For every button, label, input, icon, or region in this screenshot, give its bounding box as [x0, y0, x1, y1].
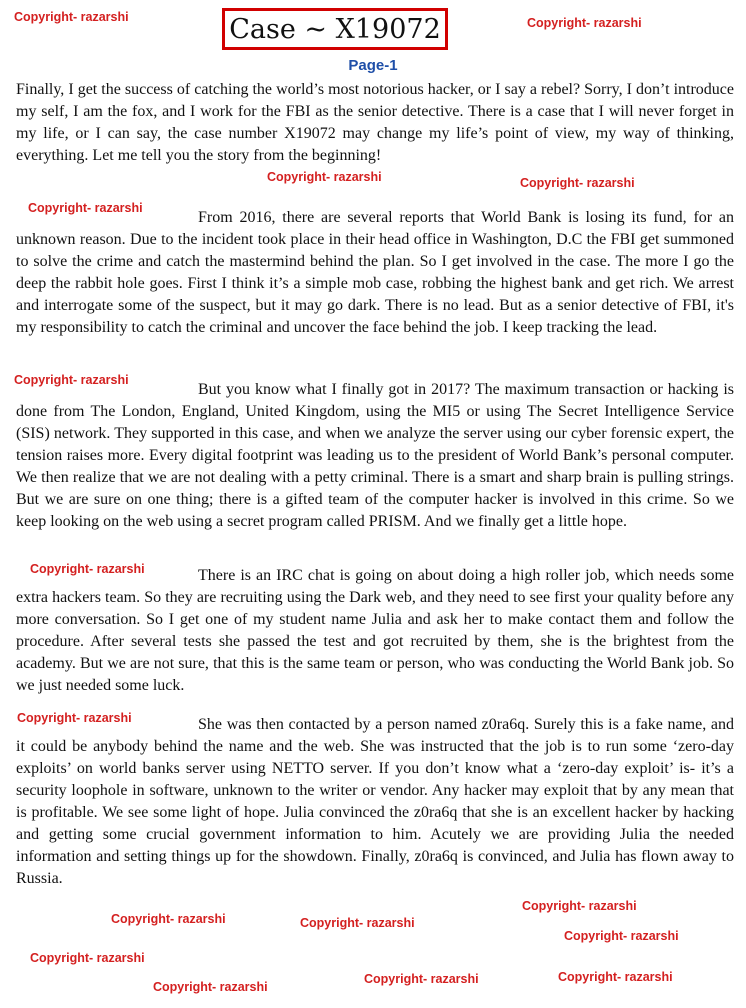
- copyright-watermark: Copyright- razarshi: [153, 980, 268, 994]
- copyright-watermark: Copyright- razarshi: [300, 916, 415, 930]
- copyright-watermark: Copyright- razarshi: [520, 176, 635, 190]
- paragraph-3: But you know what I finally got in 2017? The maximum transaction or hacking is done from The London, England, United Kingdom, using the MI5 or using The Secret Intelligence Service (SIS) network. They supported in this case, and when we analyze the server using our cyber forensic expert, the tension raises more. Every digital footprint was leading us to the president of World Bank’s personal computer. We then realize that we are not dealing with a petty criminal. There is a smart and sharp brain is pulling strings. But we are sure on one thing; there is a gifted team of the computer hacker is involved in this crime. So we keep looking on the web using a secret program called PRISM. And we finally get a little hope.: [16, 381, 734, 530]
- paragraph-1: Finally, I get the success of catching the world’s most notorious hacker, or I say a rebel? Sorry, I don’t introduce my self, I am the fox, and I work for the FBI as the senior detective. There is a case that I will never forget in my life, or I can say, the case number X19072 may change my life’s point of view, my way of thinking, everything. Let me tell you the story from the beginning!: [16, 81, 734, 164]
- copyright-watermark: Copyright- razarshi: [17, 711, 132, 725]
- copyright-watermark: Copyright- razarshi: [14, 373, 129, 387]
- copyright-watermark: Copyright- razarshi: [527, 16, 642, 30]
- paragraph-2: From 2016, there are several reports that World Bank is losing its fund, for an unknown reason. Due to the incident took place in their head office in Washington, D.C the FBI get summoned to solve the crime and catch the mastermind behind the plan. So I get involved in the case. The more I go the deep the rabbit hole goes. First I think it’s a simple mob case, robbing the highest bank and get rich. We arrest and interrogate some of the suspect, but it may go dark. There is no lead. But as a senior detective of FBI, it's my responsibility to catch the criminal and uncover the face behind the job. I keep tracking the lead.: [16, 209, 734, 336]
- page-number: Page-1: [348, 57, 398, 74]
- paragraph-4: There is an IRC chat is going on about doing a high roller job, which needs some extra hackers team. So they are recruiting using the Dark web, and they need to see first your quality before any more conversation. So I get one of my student name Julia and ask her to make contact them and follow the procedure. After several tests she passed the test and got recruited by them, she is the brightest from the academy. But we are not sure, that this is the same team or person, who was conducting the World Bank job. So we just needed some luck.: [16, 567, 734, 694]
- copyright-watermark: Copyright- razarshi: [558, 970, 673, 984]
- copyright-watermark: Copyright- razarshi: [111, 912, 226, 926]
- copyright-watermark: Copyright- razarshi: [267, 170, 382, 184]
- copyright-watermark: Copyright- razarshi: [28, 201, 143, 215]
- copyright-watermark: Copyright- razarshi: [564, 929, 679, 943]
- copyright-watermark: Copyright- razarshi: [364, 972, 479, 986]
- copyright-watermark: Copyright- razarshi: [522, 899, 637, 913]
- case-title: Case ~ X19072: [222, 8, 448, 50]
- copyright-watermark: Copyright- razarshi: [30, 951, 145, 965]
- paragraph-5: She was then contacted by a person named z0ra6q. Surely this is a fake name, and it could be anybody behind the name and the web. She was instructed that the job is to run some ‘zero-day exploits’ on world banks server using NETTO server. If you don’t know what a ‘zero-day exploit’ is- it’s a security loophole in software, unknown to the writer or vendor. Any hacker may exploit that by any mean that is profitable. We see some light of hope. Julia convinced the z0ra6q that she is an excellent hacker by hacking and getting some crucial government information to him. Acutely we are providing Julia the needed information and setting things up for the showdown. Finally, z0ra6q is convinced, and Julia has flown away to Russia.: [16, 716, 734, 887]
- copyright-watermark: Copyright- razarshi: [14, 10, 129, 24]
- copyright-watermark: Copyright- razarshi: [30, 562, 145, 576]
